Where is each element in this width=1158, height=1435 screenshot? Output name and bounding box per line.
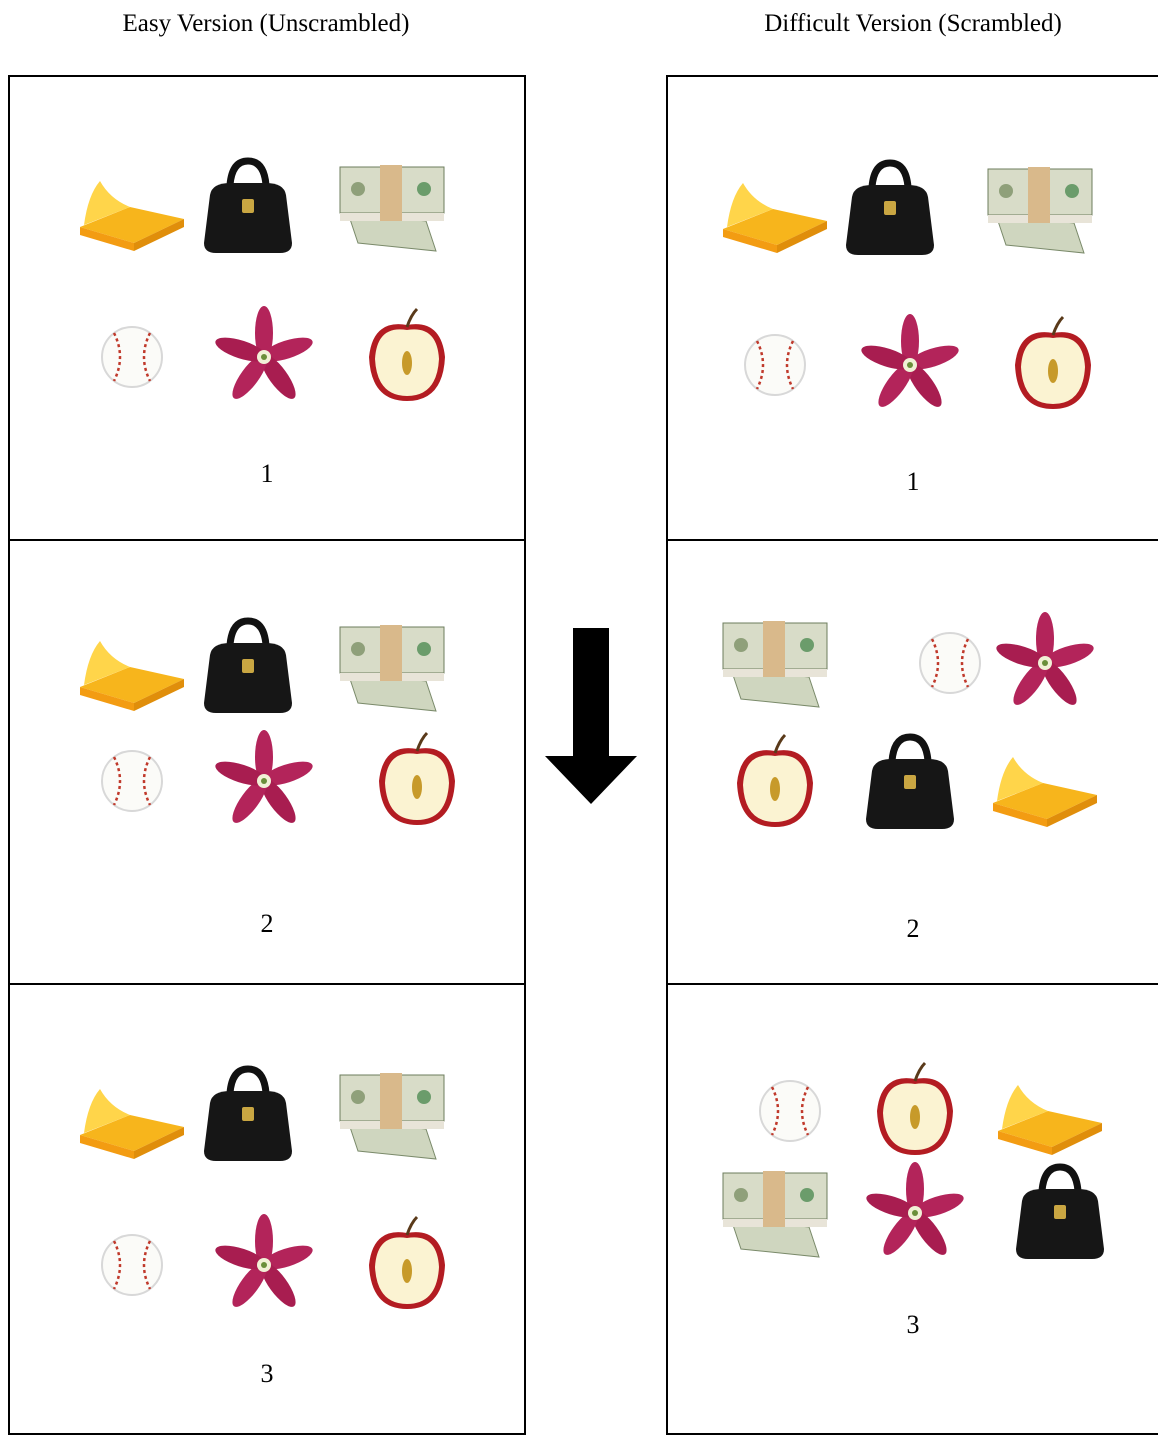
doctor-bag-icon: [186, 615, 310, 719]
lily-flower-icon: [853, 1161, 977, 1265]
apple-half-icon: [853, 1059, 977, 1163]
panel-number: 2: [906, 914, 920, 943]
money-stack-icon: [978, 157, 1102, 261]
sticky-notes-icon: [70, 155, 194, 259]
down-arrow-icon: [545, 628, 637, 804]
apple-half-icon: [345, 305, 469, 409]
money-stack-icon: [330, 615, 454, 719]
doctor-bag-icon: [186, 155, 310, 259]
money-stack-icon: [330, 155, 454, 259]
difficult-panel-3: [666, 983, 1158, 1435]
apple-half-icon: [345, 1213, 469, 1317]
easy-version-title: Easy Version (Unscrambled): [122, 10, 410, 37]
sticky-notes-icon: [70, 615, 194, 719]
apple-half-icon: [355, 729, 479, 833]
panel-number: 3: [906, 1310, 920, 1339]
easy-panel-1: [8, 75, 526, 541]
money-stack-icon: [713, 1161, 837, 1265]
sticky-notes-icon: [983, 731, 1107, 835]
money-stack-icon: [713, 611, 837, 715]
money-stack-icon: [330, 1063, 454, 1167]
doctor-bag-icon: [998, 1161, 1122, 1265]
sticky-notes-icon: [988, 1059, 1112, 1163]
baseball-icon: [70, 305, 194, 409]
apple-half-icon: [713, 731, 837, 835]
difficult-panel-1: [666, 75, 1158, 541]
baseball-icon: [713, 313, 837, 417]
baseball-icon: [728, 1059, 852, 1163]
sticky-notes-icon: [70, 1063, 194, 1167]
lily-flower-icon: [202, 1213, 326, 1317]
baseball-icon: [70, 729, 194, 833]
apple-half-icon: [991, 313, 1115, 417]
lily-flower-icon: [202, 305, 326, 409]
panel-number: 1: [906, 467, 920, 496]
easy-panel-2: [8, 539, 526, 985]
easy-panel-3: [8, 983, 526, 1435]
difficult-panel-2: [666, 539, 1158, 985]
lily-flower-icon: [848, 313, 972, 417]
baseball-icon: [70, 1213, 194, 1317]
panel-number: 2: [260, 909, 274, 938]
panel-number: 3: [260, 1359, 274, 1388]
panel-number: 1: [260, 459, 274, 488]
lily-flower-icon: [983, 611, 1107, 715]
doctor-bag-icon: [848, 731, 972, 835]
doctor-bag-icon: [186, 1063, 310, 1167]
doctor-bag-icon: [828, 157, 952, 261]
lily-flower-icon: [202, 729, 326, 833]
difficult-version-title: Difficult Version (Scrambled): [764, 10, 1062, 37]
sticky-notes-icon: [713, 157, 837, 261]
